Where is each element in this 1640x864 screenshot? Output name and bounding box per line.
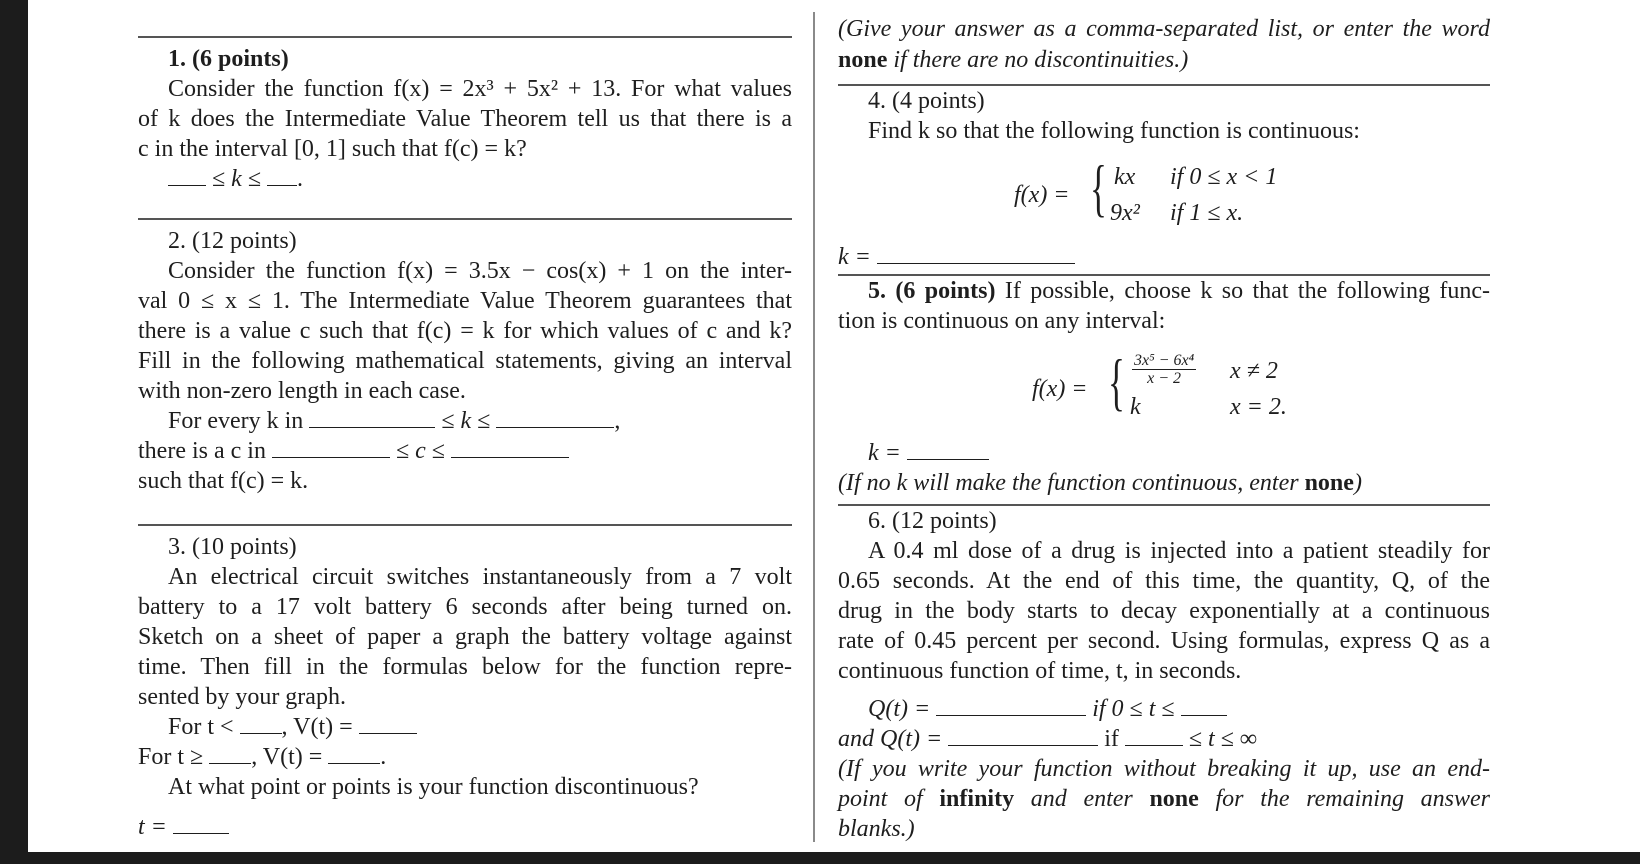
q6-note-text: point of bbox=[838, 786, 940, 812]
q3-text-line: sented by your graph. bbox=[138, 684, 346, 710]
q6-range-label: if 0 ≤ t ≤ bbox=[1092, 696, 1175, 722]
q2-c-row bbox=[138, 436, 569, 467]
q3-for-ge-label: For t ≥ bbox=[138, 744, 204, 770]
q5-piece1-cond: x ≠ 2 bbox=[1230, 358, 1278, 384]
q6-row-2 bbox=[838, 724, 1257, 755]
q2-text-line: there is a value c such that f(c) = k for which values of c and k? bbox=[138, 318, 792, 344]
q4-k-label: k = bbox=[838, 244, 871, 270]
q6-q2-blank[interactable] bbox=[948, 725, 1098, 746]
q2-such-that: such that f(c) = k. bbox=[138, 468, 309, 494]
q6-heading: 6. (12 points) bbox=[868, 508, 997, 534]
q3-note-none: none bbox=[838, 47, 888, 73]
q6-infinity-range: ≤ t ≤ ∞ bbox=[1188, 726, 1257, 752]
q4-brace: { bbox=[1090, 152, 1107, 223]
q4-heading: 4. (4 points) bbox=[868, 88, 985, 114]
q2-k-lower-blank[interactable] bbox=[309, 407, 435, 428]
q4-piece2-cond: if 1 ≤ x. bbox=[1170, 200, 1244, 226]
q3-v-label: , V(t) = bbox=[251, 744, 323, 770]
q1-answer-row: ≤ k ≤ . bbox=[168, 164, 303, 195]
q2-for-every-label: For every k in bbox=[168, 408, 304, 434]
q6-note-line: blanks.) bbox=[838, 816, 915, 842]
q5-piece2-expr: k bbox=[1130, 394, 1141, 420]
q2-text-line: Fill in the following mathematical statements, giving an interval bbox=[138, 348, 792, 374]
q3-text-line: battery to a 17 volt battery 6 seconds after being turned on. bbox=[138, 594, 792, 620]
q4-piece2-expr: 9x² bbox=[1110, 200, 1140, 226]
q1-answer-inequality: ≤ k ≤ bbox=[212, 166, 261, 192]
bottom-frame-edge bbox=[0, 852, 1640, 864]
q6-if-label: if bbox=[1104, 726, 1119, 752]
q5-k-blank[interactable] bbox=[907, 439, 989, 460]
q3-t-row bbox=[138, 812, 229, 843]
q6-text-line: continuous function of time, t, in seconds. bbox=[838, 658, 1242, 684]
q3-note-line: (Give your answer as a comma-separated list, or enter the word bbox=[838, 16, 1490, 42]
q3-v-label: , V(t) = bbox=[281, 714, 353, 740]
section-rule bbox=[138, 36, 792, 38]
q6-q1-blank[interactable] bbox=[936, 695, 1086, 716]
q1-text-line: of k does the Intermediate Value Theorem tell us that there is a bbox=[138, 106, 792, 132]
q6-note-line: (If you write your function without breaking it up, use an end- bbox=[838, 756, 1490, 782]
q5-text-line: tion is continuous on any interval: bbox=[838, 308, 1166, 334]
q5-heading: 5. (6 points) bbox=[868, 278, 996, 304]
q6-t-lower-blank[interactable] bbox=[1125, 725, 1183, 746]
q3-t-blank[interactable] bbox=[173, 813, 229, 834]
q6-row-1 bbox=[868, 694, 1227, 725]
q3-note-line: if there are no discontinuities.) bbox=[887, 47, 1189, 73]
q2-text-line: val 0 ≤ x ≤ 1. The Intermediate Value Theorem guarantees that bbox=[138, 288, 792, 314]
q1-text-line: Consider the function f(x) = 2x³ + 5x² + 13. For what values bbox=[168, 76, 792, 102]
q5-note-none: none bbox=[1304, 470, 1354, 496]
q5-frac-denominator: x − 2 bbox=[1147, 370, 1182, 387]
column-divider bbox=[813, 12, 815, 842]
left-frame-edge bbox=[0, 0, 28, 864]
section-rule bbox=[138, 524, 792, 526]
q6-note-line bbox=[838, 784, 1490, 815]
q1-heading: 1. (6 points) bbox=[168, 46, 289, 72]
q3-row-lt bbox=[168, 712, 417, 743]
q4-fx-label: f(x) = bbox=[1014, 182, 1070, 208]
q5-text-line bbox=[868, 276, 1490, 307]
q3-text-line: An electrical circuit switches instantaneously from a 7 volt bbox=[168, 564, 792, 590]
q5-fraction bbox=[1132, 352, 1196, 387]
q6-t-upper-blank[interactable] bbox=[1181, 695, 1227, 716]
q2-k-inequality: ≤ k ≤ bbox=[441, 408, 491, 434]
q6-note-text: for the remaining answer bbox=[1198, 786, 1490, 812]
q6-note-text: and enter bbox=[1014, 786, 1150, 812]
q3-t-label: t = bbox=[138, 814, 167, 840]
q6-text-line: drug in the body starts to decay exponentially at a continuous bbox=[838, 598, 1490, 624]
q3-text-line: Sketch on a sheet of paper a graph the battery voltage against bbox=[138, 624, 792, 650]
q3-v-lt-blank[interactable] bbox=[359, 713, 417, 734]
q2-text-line: with non-zero length in each case. bbox=[138, 378, 466, 404]
q4-piece1-cond: if 0 ≤ x < 1 bbox=[1170, 164, 1278, 190]
q3-heading: 3. (10 points) bbox=[168, 534, 297, 560]
q2-k-upper-blank[interactable] bbox=[496, 407, 614, 428]
q3-discontinuity-question: At what point or points is your function discontinuous? bbox=[168, 774, 699, 800]
q2-text-line: Consider the function f(x) = 3.5x − cos(x) + 1 on the inter- bbox=[168, 258, 792, 284]
q6-text-line: A 0.4 ml dose of a drug is injected into a patient steadily for bbox=[868, 538, 1490, 564]
q2-c-upper-blank[interactable] bbox=[451, 437, 569, 458]
q6-text-line: 0.65 seconds. At the end of this time, the quantity, Q, of the bbox=[838, 568, 1490, 594]
q3-v-ge-blank[interactable] bbox=[328, 743, 380, 764]
q6-and-q-label: and Q(t) = bbox=[838, 726, 943, 752]
q2-there-is-label: there is a c in bbox=[138, 438, 266, 464]
q2-c-lower-blank[interactable] bbox=[272, 437, 390, 458]
q4-k-row bbox=[838, 242, 1075, 273]
q5-frac-numerator: 3x⁵ − 6x⁴ bbox=[1134, 352, 1195, 369]
q2-c-inequality: ≤ c ≤ bbox=[395, 438, 445, 464]
q5-k-row bbox=[868, 438, 989, 469]
q2-heading: 2. (12 points) bbox=[168, 228, 297, 254]
q5-note-text: (If no k will make the function continuous, enter bbox=[838, 470, 1305, 496]
q6-note-infinity: infinity bbox=[939, 786, 1015, 812]
q2-k-row: For every k in ≤ k ≤ , bbox=[168, 408, 621, 434]
q4-k-blank[interactable] bbox=[877, 243, 1075, 264]
q5-fx-label: f(x) = bbox=[1032, 376, 1088, 402]
q5-brace: { bbox=[1108, 346, 1125, 417]
q3-row-ge: For t ≥ , V(t) = . bbox=[138, 744, 387, 770]
q3-t-ge-blank[interactable] bbox=[209, 743, 251, 764]
q4-piece1-expr: kx bbox=[1114, 164, 1136, 190]
q4-prompt: Find k so that the following function is continuous: bbox=[868, 118, 1360, 144]
q1-lower-blank[interactable] bbox=[168, 165, 206, 186]
q3-text-line: time. Then fill in the formulas below for the function repre- bbox=[138, 654, 792, 680]
q6-note-none: none bbox=[1149, 786, 1199, 812]
q1-text-line: c in the interval [0, 1] such that f(c) = k? bbox=[138, 136, 527, 162]
q5-note bbox=[838, 468, 1362, 499]
q5-piece2-cond: x = 2. bbox=[1230, 394, 1287, 420]
q6-q-label: Q(t) = bbox=[868, 696, 931, 722]
q1-upper-blank[interactable] bbox=[267, 165, 297, 186]
q6-text-line: rate of 0.45 percent per second. Using formulas, express Q as a bbox=[838, 628, 1490, 654]
q3-t-lt-blank[interactable] bbox=[240, 713, 282, 734]
q3-for-lt-label: For t < bbox=[168, 714, 234, 740]
q5-line1-text: If possible, choose k so that the following func- bbox=[995, 278, 1490, 304]
q3-answer-note bbox=[838, 14, 1490, 76]
q5-k-label: k = bbox=[868, 440, 901, 466]
q5-note-text: ) bbox=[1353, 470, 1362, 496]
section-rule bbox=[138, 218, 792, 220]
